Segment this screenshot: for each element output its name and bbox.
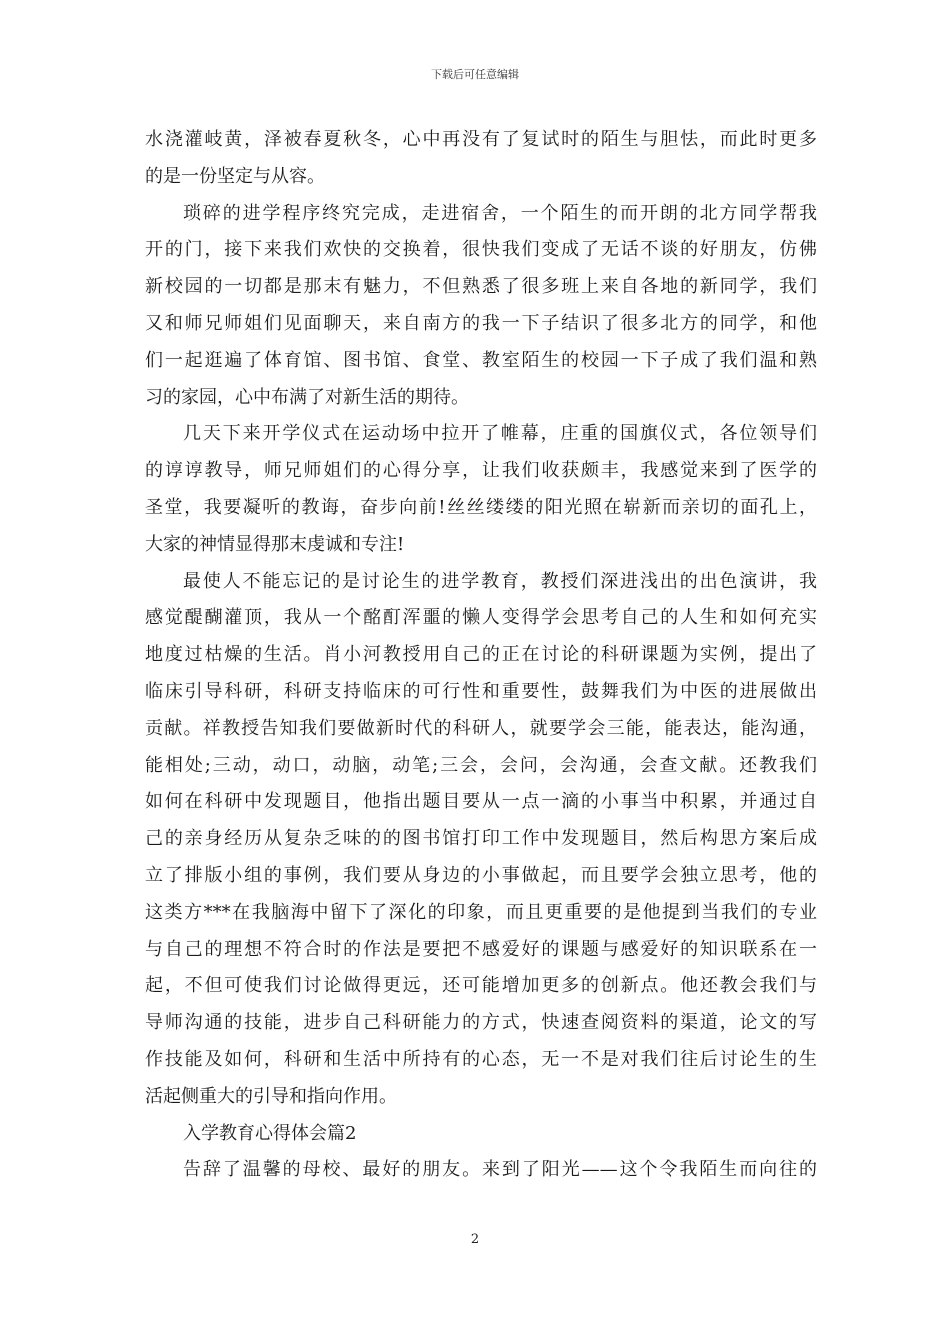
body-line: 活起侧重大的引导和指向作用。 xyxy=(145,1085,397,1107)
body-line: 地度过枯燥的生活。肖小河教授用自己的正在讨论的科研课题为实例，提出了 xyxy=(145,644,817,666)
body-line: 这类方***在我脑海中留下了深化的印象，而且更重要的是他提到当我们的专业 xyxy=(145,901,817,923)
body-line: 起，不但可使我们讨论做得更远，还可能增加更多的创新点。他还教会我们与 xyxy=(145,975,817,997)
body-line: 告辞了温馨的母校、最好的朋友。来到了阳光——这个令我陌生而向往的 xyxy=(183,1159,817,1181)
body-line: 大家的神情显得那末虔诚和专注! xyxy=(145,533,405,555)
body-line: 开的门，接下来我们欢快的交换着，很快我们变成了无话不谈的好朋友，仿佛 xyxy=(145,239,817,261)
body-line: 琐碎的进学程序终究完成，走进宿舍，一个陌生的而开朗的北方同学帮我 xyxy=(183,202,817,224)
body-line: 贡献。祥教授告知我们要做新时代的科研人，就要学会三能，能表达，能沟通， xyxy=(145,717,817,739)
body-line: 立了排版小组的事例，我们要从身边的小事做起，而且要学会独立思考，他的 xyxy=(145,864,817,886)
body-line: 们一起逛遍了体育馆、图书馆、食堂、教室陌生的校园一下子成了我们温和熟 xyxy=(145,349,817,371)
body-line: 水浇灌岐黄，泽被春夏秋冬，心中再没有了复试时的陌生与胆怯，而此时更多 xyxy=(145,129,817,150)
body-line: 的是一份坚定与从容。 xyxy=(145,165,325,187)
document-body xyxy=(145,122,817,1189)
body-line: 感觉醍醐灌顶，我从一个酩酊浑噩的懒人变得学会思考自己的人生和如何充实 xyxy=(145,607,817,629)
body-line: 己的亲身经历从复杂乏味的的图书馆打印工作中发现题目，然后构思方案后成 xyxy=(145,828,817,850)
page-number: 2 xyxy=(470,1232,480,1247)
body-line: 最使人不能忘记的是讨论生的进学教育，教授们深进浅出的出色演讲，我 xyxy=(183,570,817,592)
body-line: 作技能及如何，科研和生活中所持有的心态，无一不是对我们往后讨论生的生 xyxy=(145,1048,817,1070)
page-header: 下载后可任意编辑 xyxy=(431,68,519,81)
body-line: 几天下来开学仪式在运动场中拉开了帷幕，庄重的国旗仪式，各位领导们 xyxy=(183,423,817,445)
body-line: 导师沟通的技能，进步自己科研能力的方式，快速查阅资料的渠道，论文的写 xyxy=(145,1012,817,1034)
body-line: 能相处;三动，动口，动脑，动笔;三会，会问，会沟通，会查文献。还教我们 xyxy=(145,754,817,776)
body-line: 新校园的一切都是那末有魅力，不但熟悉了很多班上来自各地的新同学，我们 xyxy=(145,276,817,298)
body-line: 临床引导科研，科研支持临床的可行性和重要性，鼓舞我们为中医的进展做出 xyxy=(145,680,817,702)
body-line: 圣堂，我要凝听的教诲，奋步向前!丝丝缕缕的阳光照在崭新而亲切的面孔上， xyxy=(145,496,817,518)
body-line: 如何在科研中发现题目，他指出题目要从一点一滴的小事当中积累，并通过自 xyxy=(145,791,817,813)
body-line: 与自己的理想不符合时的作法是要把不感爱好的课题与感爱好的知识联系在一 xyxy=(145,938,817,960)
body-line: 又和师兄师姐们见面聊天，来自南方的我一下子结识了很多北方的同学，和他 xyxy=(145,312,817,334)
section-heading: 入学教育心得体会篇2 xyxy=(183,1122,357,1144)
body-line: 的谆谆教导，师兄师姐们的心得分享，让我们收获颇丰，我感觉来到了医学的 xyxy=(145,460,817,482)
body-line: 习的家园，心中布满了对新生活的期待。 xyxy=(145,386,469,408)
